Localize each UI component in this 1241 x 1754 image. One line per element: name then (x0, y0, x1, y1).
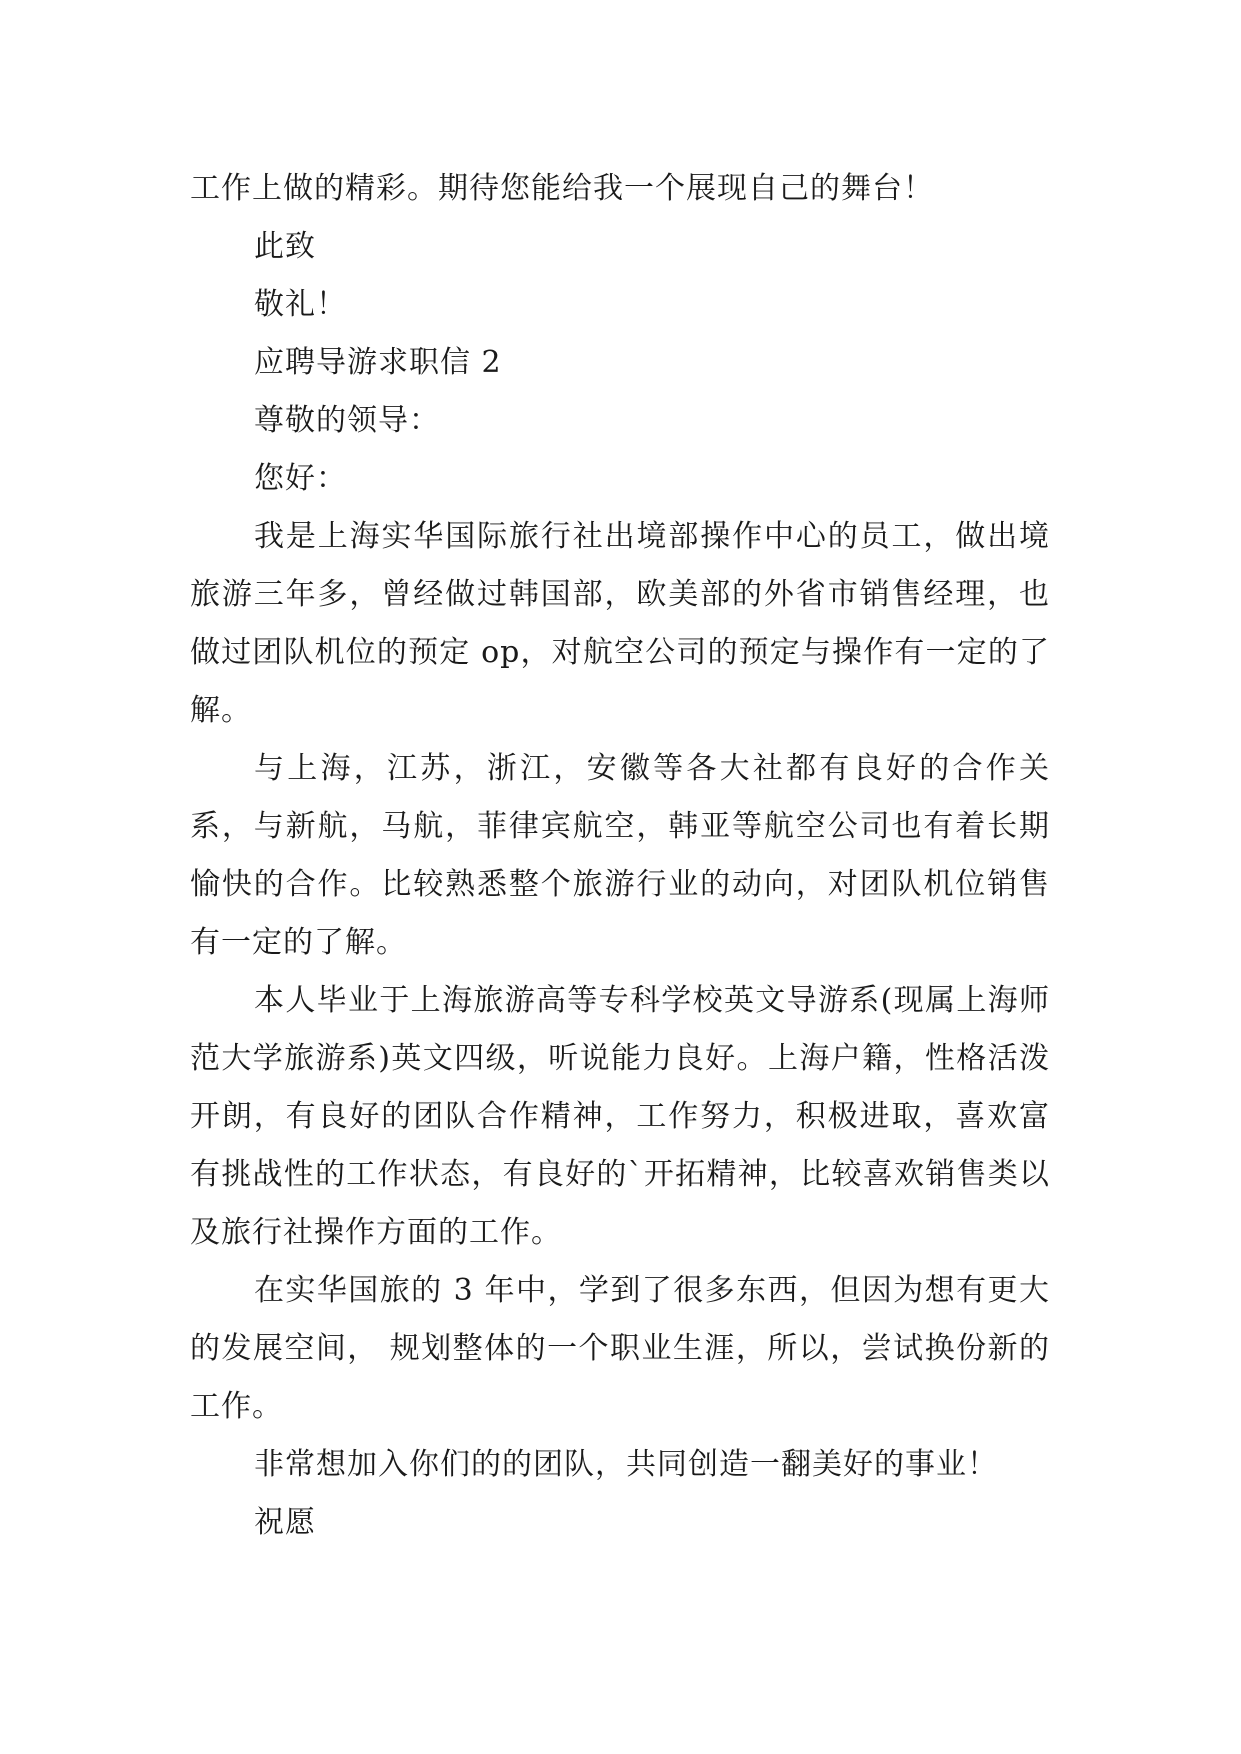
paragraph-greeting-leader: 尊敬的领导： (254, 403, 440, 438)
paragraph-greeting-hello: 您好： (254, 461, 347, 496)
document-body (190, 160, 1050, 1552)
paragraph-salutation-jingli: 敬礼！ (254, 287, 347, 322)
paragraph-closing-line: 工作上做的精彩。期待您能给我一个展现自己的舞台！ (190, 171, 934, 206)
paragraph-motivation: 在实华国旅的 3 年中，学到了很多东西，但因为想有更大的发展空间， 规划整体的一个职业生涯，所以，尝试换份新的工作。 (190, 1273, 1050, 1424)
paragraph-education: 本人毕业于上海旅游高等专科学校英文导游系(现属上海师范大学旅游系)英文四级，听说能力良好。上海户籍，性格活泼开朗，有良好的团队合作精神，工作努力，积极进取，喜欢富有挑战性的工作状态，有良好的`开拓精神，比较喜欢销售类以及旅行社操作方面的工作。 (190, 983, 1050, 1250)
paragraph-wish-join: 非常想加入你们的的团队，共同创造一翻美好的事业！ (254, 1447, 998, 1482)
paragraph-relations: 与上海，江苏，浙江，安徽等各大社都有良好的合作关系，与新航，马航，菲律宾航空，韩亚等航空公司也有着长期愉快的合作。比较熟悉整个旅游行业的动向，对团队机位销售有一定的了解。 (190, 751, 1050, 960)
letter-title: 应聘导游求职信 2 (254, 345, 502, 380)
paragraph-intro: 我是上海实华国际旅行社出境部操作中心的员工，做出境旅游三年多，曾经做过韩国部，欧美部的外省市销售经理，也做过团队机位的预定 op，对航空公司的预定与操作有一定的了解。 (190, 519, 1050, 728)
paragraph-zhuyuan: 祝愿 (254, 1505, 316, 1540)
paragraph-salutation-cizhi: 此致 (254, 229, 316, 264)
